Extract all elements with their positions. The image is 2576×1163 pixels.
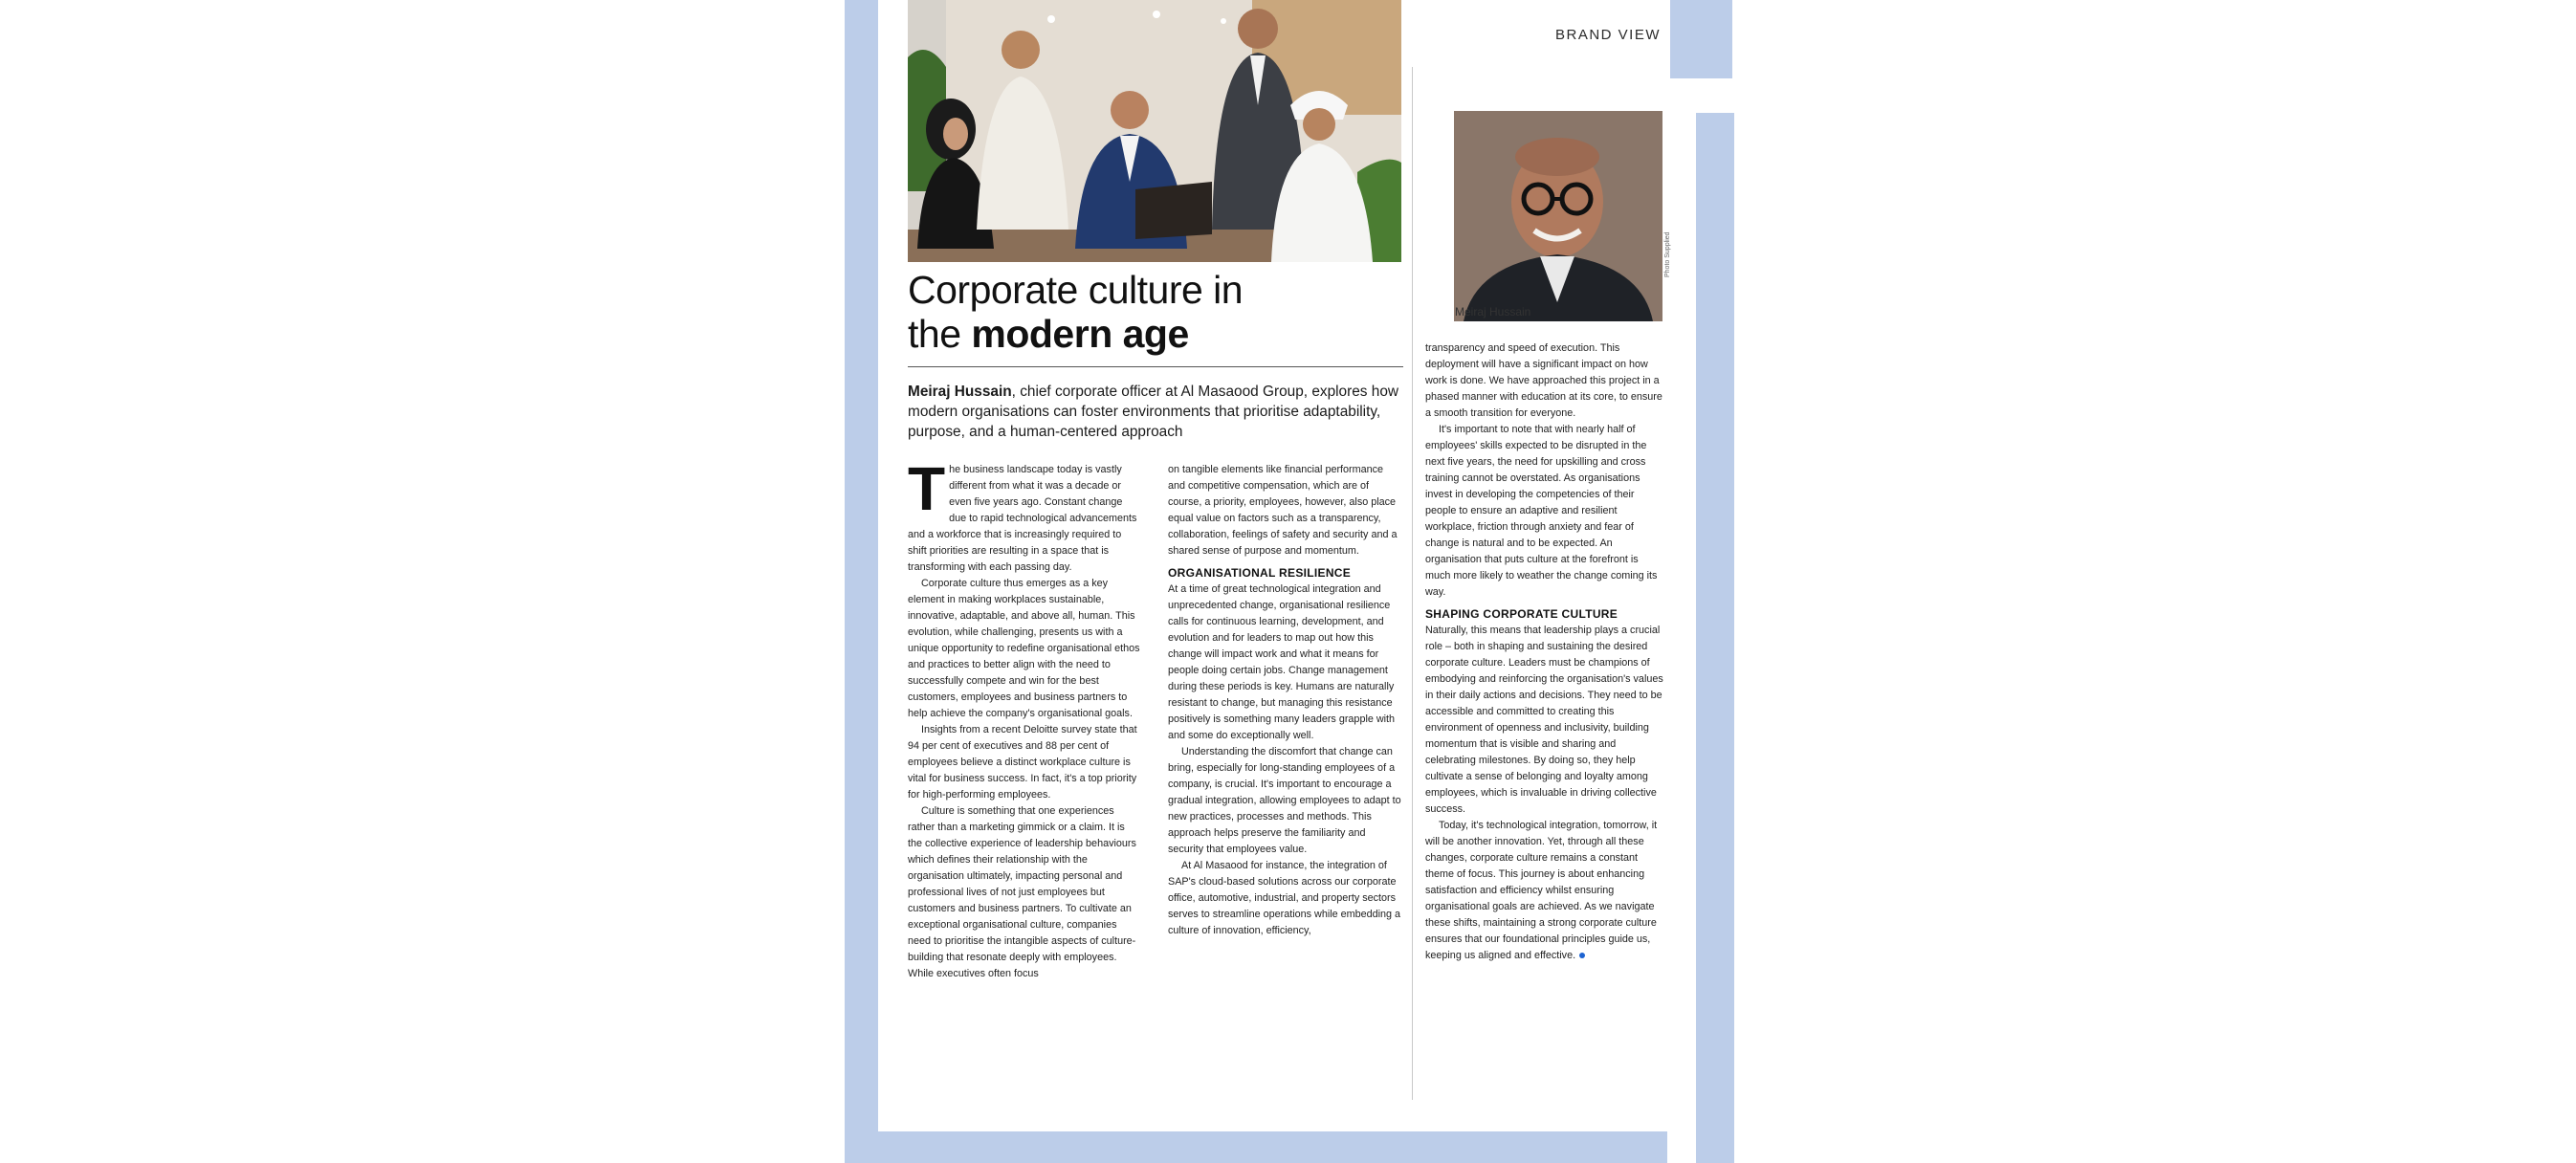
body-paragraph: Understanding the discomfort that change can bring, especially for long-standing employees of a company, is crucial. It's important to encourage a gradual integration, allowing employees to adapt to new practices, processes and methods. This approach helps preserve the familiarity and security that employees value. <box>1168 746 1401 855</box>
column-divider <box>1412 67 1413 1100</box>
standfirst-text: , chief corporate officer at Al Masaood Group, explores how modern organisations can foster environments that prioritise adaptability, purpose, and a human-centered approach <box>908 384 1399 440</box>
hero-photo-illustration <box>908 0 1401 262</box>
section-heading: SHAPING CORPORATE CULTURE <box>1425 607 1618 621</box>
title-rule <box>908 366 1403 367</box>
body-paragraph: Corporate culture thus emerges as a key element in making workplaces sustainable, innovative, adaptable, and above all, human. This evolution, while challenging, presents us with a unique opportunity to redefine organisational ethos and practices to better align with the need to successfully compete and win for the best customers, employees and business partners to help achieve the company's organisational goals. <box>908 578 1140 719</box>
body-paragraph <box>1425 818 1664 964</box>
background-band-bottom <box>845 1131 1667 1163</box>
title-line-2 <box>908 312 1243 356</box>
hero-photo <box>908 0 1401 262</box>
body-paragraph: on tangible elements like financial performance and competitive compensation, which are of course, a priority, employees, however, also place equal value on factors such as a transparency, collaboration, feelings of safety and security and a shared sense of purpose and momentum. <box>1168 464 1398 557</box>
title-line-2-bold: modern age <box>971 312 1189 356</box>
body-paragraph: Insights from a recent Deloitte survey state that 94 per cent of executives and 88 per cent of employees believe a distinct workplace culture is vital for business success. In fact, it's a top priority for high-performing employees. <box>908 724 1137 801</box>
body-paragraph: he business landscape today is vastly different from what it was a decade or even five years ago. Constant change due to rapid technological advancements and a workforce that is increasingly required to shift priorities are resulting in a space that is transforming with each passing day. <box>908 464 1137 573</box>
closing-paragraph-text: Today, it's technological integration, tomorrow, it will be another innovation. Yet, through all these changes, corporate culture remains a constant theme of focus. This journey is about enhancing satisfaction and efficiency whilst ensuring organisational goals are achieved. As we navigate these shifts, maintaining a strong corporate culture ensures that our foundational principles guide us, keeping us aligned and effective. <box>1425 820 1658 961</box>
author-portrait <box>1454 111 1662 321</box>
title-line-1: Corporate culture in <box>908 268 1244 312</box>
body-paragraph: At a time of great technological integration and unprecedented change, organisational resilience calls for continuous learning, development, and evolution and for leaders to map out how this change will impact work and what it means for people doing certain jobs. Change management during these periods is key. Humans are naturally resistant to change, but managing this resistance positively is something many leaders grapple with and some do exceptionally well. <box>1168 583 1396 741</box>
body-paragraph: At Al Masaood for instance, the integration of SAP's cloud-based solutions across our corporate office, automotive, industrial, and property sectors serves to streamline operations while embedding a culture of innovation, efficiency, <box>1168 860 1401 936</box>
background-band-right <box>1696 113 1734 1163</box>
section-heading: ORGANISATIONAL RESILIENCE <box>1168 566 1352 580</box>
title-line-2-prefix: the <box>908 312 972 356</box>
body-paragraph: transparency and speed of execution. This deployment will have a significant impact on how work is done. We have approached this project in a phased manner with education at its core, to ensure a smooth transition for everyone. <box>1425 342 1662 419</box>
portrait-caption: Meiraj Hussain <box>1455 305 1531 318</box>
body-column-2 <box>1168 462 1401 939</box>
background-band-left <box>845 0 878 1163</box>
standfirst-author: Meiraj Hussain <box>908 384 1012 400</box>
end-mark-icon <box>1579 953 1585 958</box>
section-kicker: BRAND VIEW <box>1555 27 1662 43</box>
drop-cap: T <box>908 454 946 523</box>
body-paragraph: Culture is something that one experiences rather than a marketing gimmick or a claim. It is the collective experience of leadership behaviours which defines their relationship with the organisation ultimately, impacting personal and professional lives of not just employees but customers and business partners. To cultivate an exceptional organisational culture, companies need to prioritise the intangible aspects of culture-building that resonate deeply with employees. While executives often focus <box>908 805 1136 979</box>
article-title <box>908 268 1243 356</box>
author-portrait-illustration <box>1454 111 1662 321</box>
body-paragraph: Naturally, this means that leadership plays a crucial role – both in shaping and sustaining the desired corporate culture. Leaders must be champions of embodying and reinforcing the organisation's values in their daily actions and decisions. They need to be accessible and committed to creating this environment of openness and inclusivity, building momentum that is visible and sharing and celebrating milestones. By doing so, they help cultivate a sense of belonging and loyalty among employees, which is invaluable in driving collective success. <box>1425 625 1663 815</box>
article-standfirst <box>908 382 1403 442</box>
body-paragraph: It's important to note that with nearly half of employees' skills expected to be disrupted in the next five years, the need for upskilling and cross training cannot be overstated. As organisations invest in developing the competencies of their people to ensure an adaptive and resilient workplace, friction through anxiety and fear of change is natural and to be expected. An organisation that puts culture at the forefront is much more likely to weather the change coming its way. <box>1425 424 1658 598</box>
body-column-1 <box>908 454 1140 982</box>
photo-credit: Photo Supplied <box>1664 231 1671 277</box>
body-column-3 <box>1425 340 1664 964</box>
